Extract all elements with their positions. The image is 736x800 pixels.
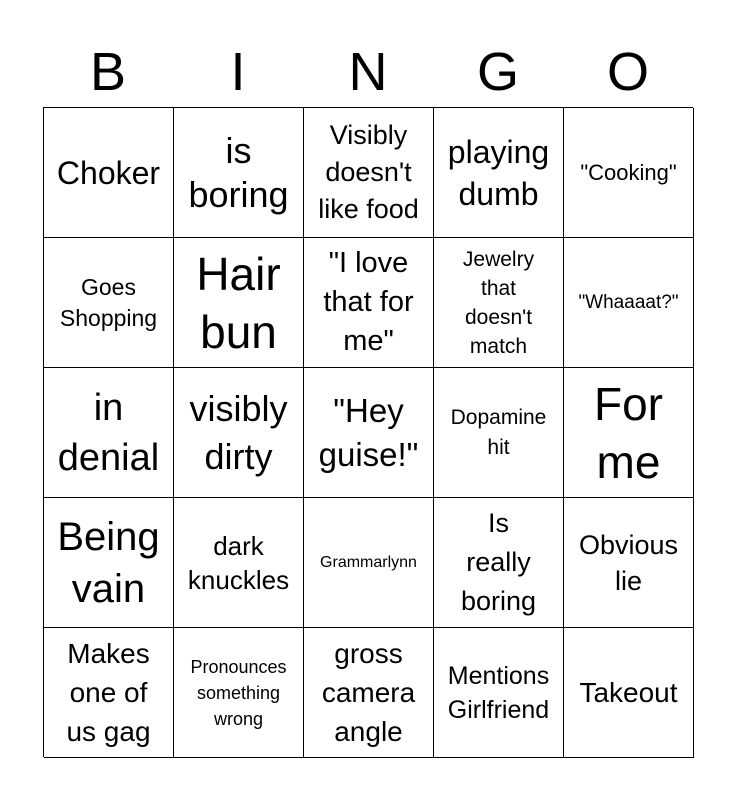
cell-text: Pronounces something wrong	[190, 656, 287, 729]
cell-text: Obvious lie	[578, 529, 679, 596]
bingo-cell[interactable]	[44, 628, 174, 758]
cell-text: "Cooking"	[580, 159, 677, 185]
cell-text: Being vain	[57, 514, 160, 611]
cell-text: is boring	[188, 129, 289, 215]
cell-text: Visibly doesn't like food	[318, 120, 419, 224]
bingo-grid	[43, 107, 693, 757]
cell-text: "Hey guise!"	[318, 391, 419, 473]
cell-text: Makes one of us gag	[66, 638, 151, 747]
bingo-cell[interactable]	[304, 368, 434, 498]
bingo-cell[interactable]	[564, 238, 694, 368]
header-letter-i: I	[230, 42, 246, 102]
header-letter-g: G	[476, 42, 519, 102]
cell-text: Hair bun	[196, 247, 281, 358]
bingo-cell[interactable]	[44, 498, 174, 628]
bingo-cell[interactable]	[434, 628, 564, 758]
cell-text: playing dumb	[447, 133, 550, 212]
cell-text: visibly dirty	[189, 387, 288, 477]
cell-text: Jewelry that doesn't match	[462, 247, 535, 358]
bingo-cell[interactable]	[434, 368, 564, 498]
bingo-cell[interactable]	[564, 108, 694, 238]
bingo-cell[interactable]	[44, 368, 174, 498]
bingo-cell[interactable]	[44, 108, 174, 238]
cell-text: "Whaaaat?"	[578, 291, 679, 313]
bingo-cell[interactable]	[304, 628, 434, 758]
cell-text: "I love that for me"	[323, 247, 414, 357]
bingo-cell[interactable]	[564, 628, 694, 758]
cell-text: Goes Shopping	[59, 273, 158, 331]
cell-text: in denial	[57, 386, 160, 479]
bingo-cell[interactable]	[434, 498, 564, 628]
bingo-cell[interactable]	[174, 368, 304, 498]
header-letter-b: B	[89, 42, 127, 102]
bingo-header	[43, 40, 693, 104]
bingo-cell[interactable]	[304, 498, 434, 628]
cell-text: Mentions Girlfriend	[447, 661, 550, 724]
bingo-cell[interactable]	[304, 108, 434, 238]
cell-text: Is really boring	[460, 508, 537, 616]
bingo-cell[interactable]	[174, 498, 304, 628]
cell-text: Grammarlynn	[320, 553, 417, 571]
header-letter-n: N	[348, 42, 388, 102]
cell-text: Takeout	[579, 676, 678, 708]
bingo-cell[interactable]	[434, 238, 564, 368]
bingo-cell[interactable]	[304, 238, 434, 368]
bingo-cell[interactable]	[174, 108, 304, 238]
bingo-cell[interactable]	[174, 238, 304, 368]
cell-text: For me	[594, 377, 663, 488]
bingo-cell[interactable]	[564, 368, 694, 498]
bingo-cell[interactable]	[174, 628, 304, 758]
cell-text: Dopamine hit	[450, 405, 547, 459]
cell-text: gross camera angle	[321, 638, 416, 747]
bingo-cell[interactable]	[44, 238, 174, 368]
bingo-cell[interactable]	[434, 108, 564, 238]
cell-text: Choker	[56, 154, 161, 191]
bingo-cell[interactable]	[564, 498, 694, 628]
header-letter-o: O	[606, 42, 649, 102]
cell-text: dark knuckles	[187, 530, 290, 595]
